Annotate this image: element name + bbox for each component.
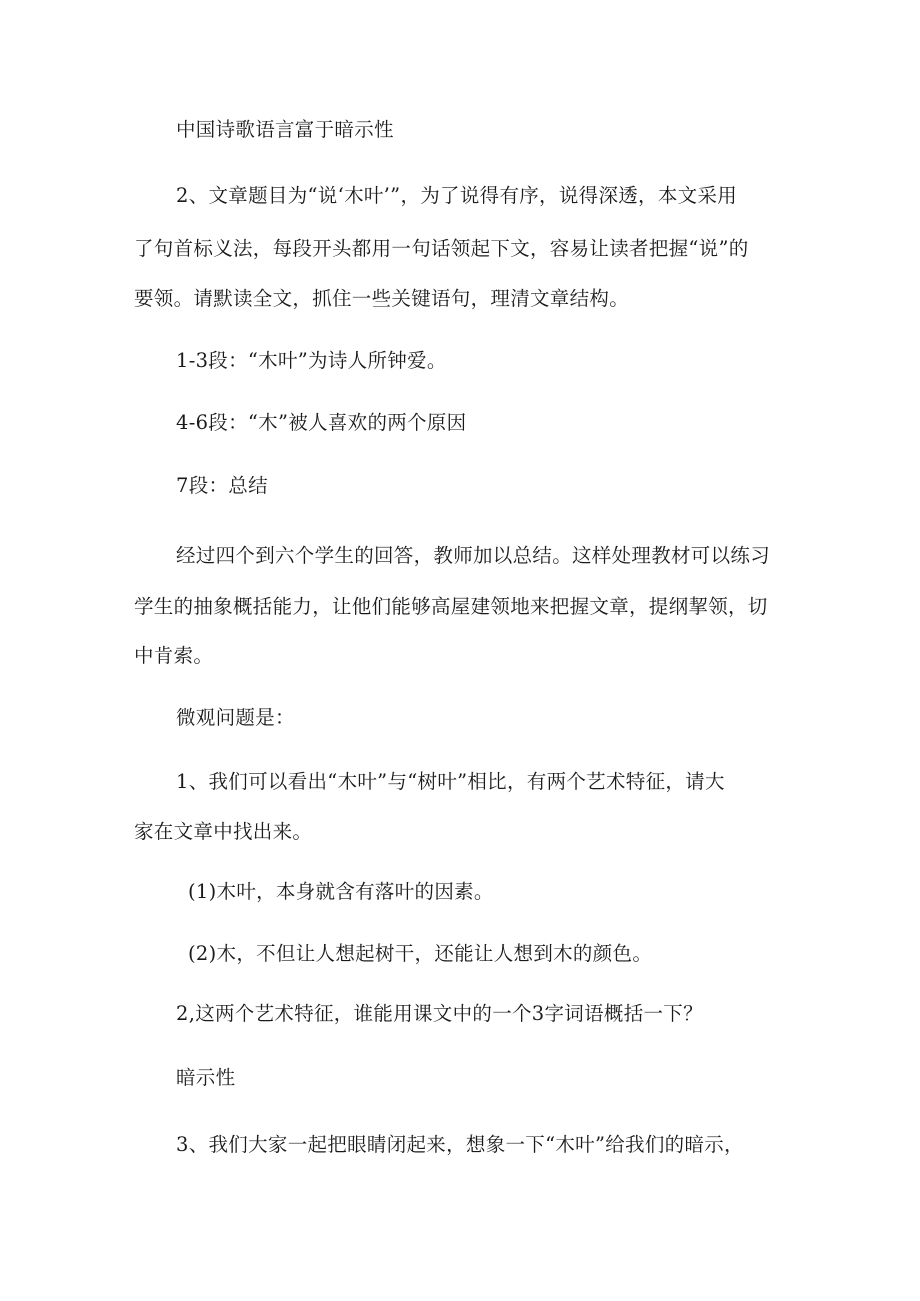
text-line: 学生的抽象概括能力，让他们能够高屋建领地来把握文章，提纲挈领，切	[134, 595, 768, 618]
text-line: 家在文章中找出来。	[134, 820, 313, 843]
text-line: 中国诗歌语言富于暗示性	[176, 118, 394, 141]
text-line: 中肯索。	[134, 644, 214, 667]
text-line: 1-3段：“木叶”为诗人所钟爱。	[176, 349, 447, 372]
text-line: 1、我们可以看出“木叶”与“树叶”相比，有两个艺术特征，请大	[176, 770, 725, 793]
text-line: 4-6段：“木”被人喜欢的两个原因	[176, 411, 467, 434]
text-line: 2、文章题目为“说‘木叶’”，为了说得有序，说得深透，本文采用	[176, 184, 738, 207]
text-line: 暗示性	[176, 1066, 236, 1089]
text-line: 7段：总结	[176, 474, 268, 497]
text-line: 2,这两个艺术特征，谁能用课文中的一个3字词语概括一下？	[176, 1002, 703, 1025]
text-line: 3、我们大家一起把眼睛闭起来，想象一下“木叶”给我们的暗示，	[176, 1133, 744, 1156]
text-line: 微观问题是：	[176, 706, 295, 729]
text-line: (1)木叶，本身就含有落叶的因素。	[188, 880, 494, 903]
text-line: (2)木，不但让人想起树干，还能让人想到木的颜色。	[188, 942, 653, 965]
text-line: 要领。请默读全文，抓住一些关键语句，理清文章结构。	[134, 287, 630, 310]
text-line: 经过四个到六个学生的回答，教师加以总结。这样处理教材可以练习	[176, 544, 771, 567]
text-line: 了句首标义法，每段开头都用一句话领起下文，容易让读者把握“说”的	[134, 237, 749, 260]
